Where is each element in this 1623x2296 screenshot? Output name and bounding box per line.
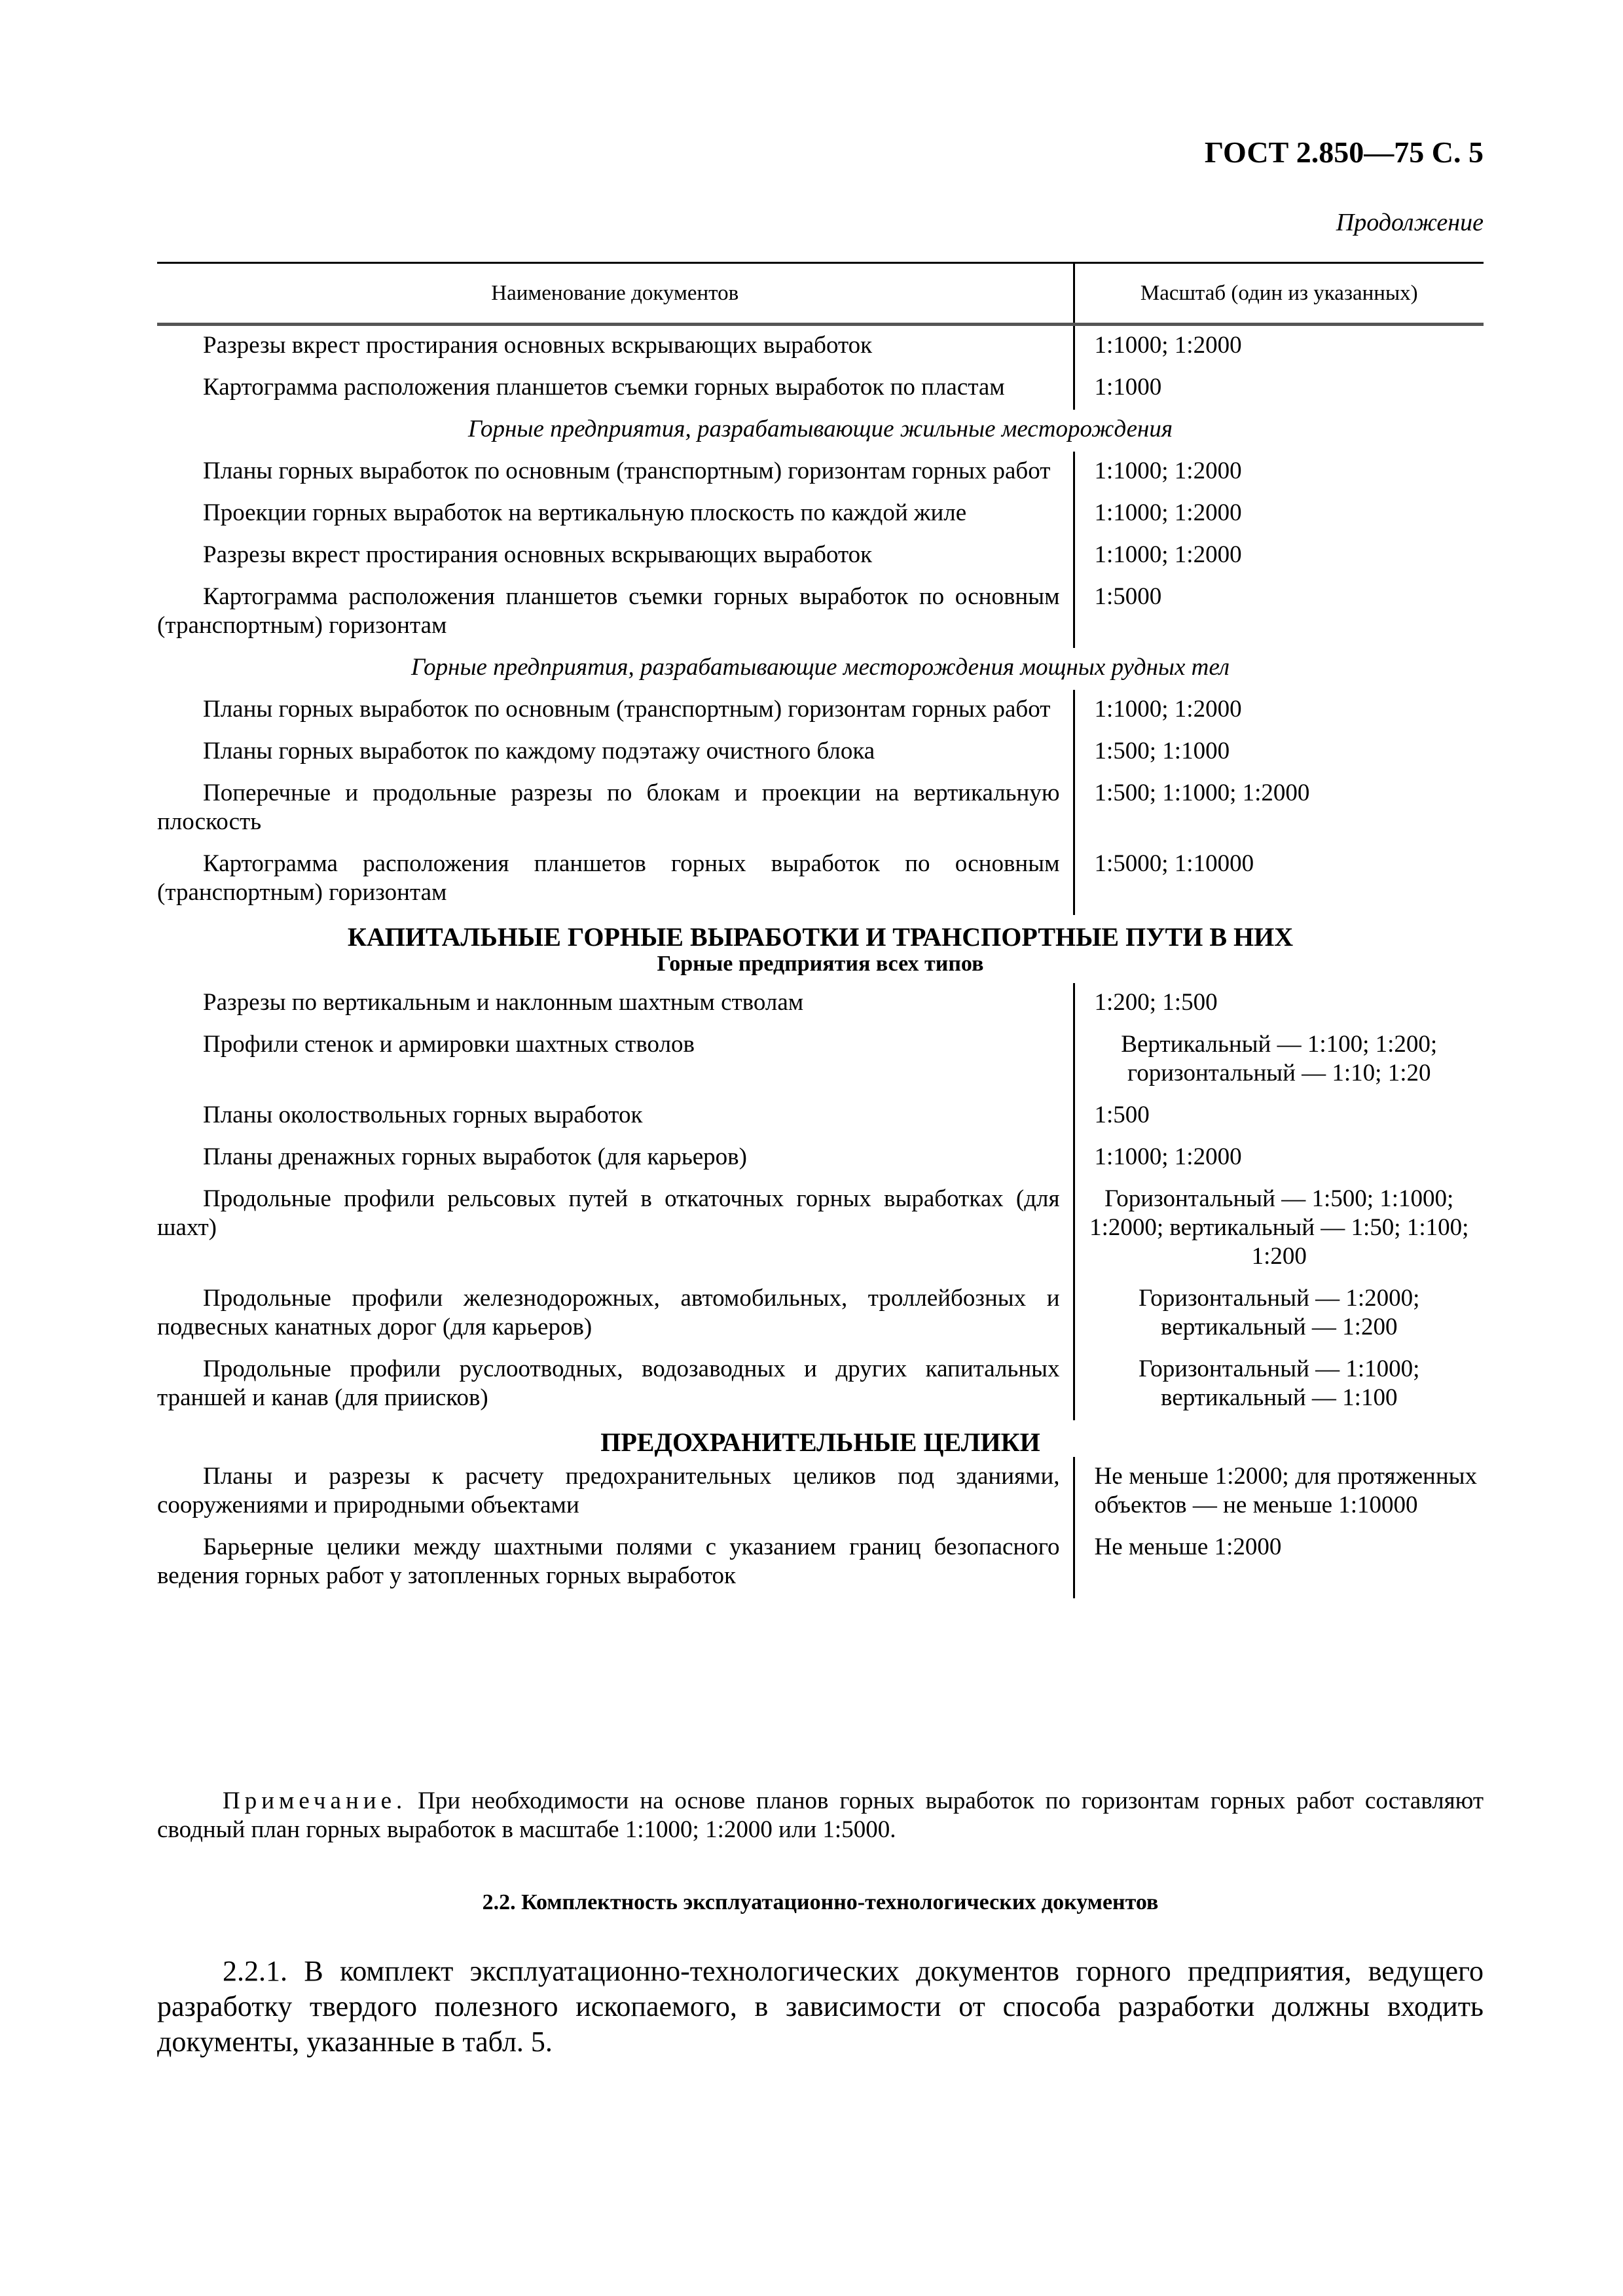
- document-name-cell: Планы и разрезы к расчету предохранительных целиков под зданиями, сооружениями и природными объектами: [157, 1457, 1074, 1528]
- table-row: [157, 1138, 1484, 1179]
- table-section-row: [157, 915, 1484, 952]
- scale-cell: 1:1000; 1:2000: [1094, 457, 1242, 484]
- document-name-cell: Проекции горных выработок на вертикальную плоскость по каждой жиле: [157, 493, 1074, 535]
- page-title: ГОСТ 2.850—75 С. 5: [1204, 135, 1484, 169]
- column-header-scale: Масштаб (один из указанных): [1074, 263, 1484, 325]
- scale-cell: 1:200; 1:500: [1094, 989, 1218, 1016]
- note-text: При необходимости на основе планов горных выработок по горизонтам горных работ составляют сводный план горных выработок в масштабе 1:1000; 1:2000 или 1:5000.: [157, 1787, 1484, 1843]
- table-row: [157, 1457, 1484, 1528]
- table-subheading-row: [157, 648, 1484, 690]
- table-row: [157, 690, 1484, 732]
- document-name-cell: Планы горных выработок по каждому подэтажу очистного блока: [157, 732, 1074, 774]
- document-name-cell: Планы околоствольных горных выработок: [157, 1096, 1074, 1138]
- scale-cell: 1:1000; 1:2000: [1094, 541, 1242, 568]
- table-body: [157, 325, 1484, 1599]
- scale-cell: 1:500: [1094, 1102, 1150, 1128]
- document-name-cell: Барьерные целики между шахтными полями с указанием границ безопасного ведения горных работ у затопленных горных выработок: [157, 1528, 1074, 1598]
- table-row: [157, 535, 1484, 577]
- document-name-cell: Картограмма расположения планшетов съемки горных выработок по пластам: [157, 368, 1074, 410]
- table-row: [157, 983, 1484, 1025]
- scale-cell: 1:500; 1:1000; 1:2000: [1094, 780, 1310, 806]
- table-section-subheading: Горные предприятия всех типов: [657, 952, 984, 976]
- table-row: [157, 1179, 1484, 1279]
- table-row: [157, 368, 1484, 410]
- table-header-row: [157, 263, 1484, 325]
- table-subheading: Горные предприятия, разрабатывающие месторождения мощных рудных тел: [410, 654, 1230, 681]
- section-heading: 2.2. Комплектность эксплуатационно-технологических документов: [482, 1890, 1159, 1914]
- scale-cell: 1:1000; 1:2000: [1094, 332, 1242, 359]
- document-name-cell: Профили стенок и армировки шахтных стволов: [157, 1025, 1074, 1096]
- scale-cell: Горизонтальный — 1:500; 1:1000; 1:2000; вертикальный — 1:50; 1:100; 1:200: [1089, 1185, 1469, 1270]
- note-label: Примечание.: [223, 1787, 407, 1814]
- table-section-row: [157, 1420, 1484, 1457]
- table-row: [157, 1096, 1484, 1138]
- scale-cell: Вертикальный — 1:100; 1:200; горизонтальный — 1:10; 1:20: [1121, 1031, 1438, 1086]
- document-name-cell: Продольные профили рельсовых путей в откаточных горных выработках (для шахт): [157, 1179, 1074, 1279]
- document-name-cell: Картограмма расположения планшетов горных выработок по основным (транспортным) горизонтам: [157, 844, 1074, 915]
- body-paragraph: 2.2.1. В комплект эксплуатационно-технологических документов горного предприятия, ведущего разработку твердого полезного ископаемого, в зависимости от способа разработки должны входить документы, указанные в табл. 5.: [157, 1955, 1484, 2058]
- table-row: [157, 732, 1484, 774]
- document-name-cell: Планы дренажных горных выработок (для карьеров): [157, 1138, 1074, 1179]
- document-name-cell: Разрезы вкрест простирания основных вскрывающих выработок: [157, 535, 1074, 577]
- column-header-name: Наименование документов: [157, 263, 1074, 325]
- document-name-cell: Разрезы по вертикальным и наклонным шахтным стволам: [157, 983, 1074, 1025]
- scale-cell: 1:1000; 1:2000: [1094, 1143, 1242, 1170]
- table-section-heading: КАПИТАЛЬНЫЕ ГОРНЫЕ ВЫРАБОТКИ И ТРАНСПОРТНЫЕ ПУТИ В НИХ: [347, 922, 1294, 952]
- table-section-heading: ПРЕДОХРАНИТЕЛЬНЫЕ ЦЕЛИКИ: [600, 1427, 1040, 1457]
- scale-cell: 1:5000: [1094, 583, 1162, 610]
- scale-cell: Горизонтальный — 1:2000; вертикальный — 1:200: [1139, 1285, 1420, 1340]
- scale-cell: 1:1000; 1:2000: [1094, 499, 1242, 526]
- document-name-cell: Разрезы вкрест простирания основных вскрывающих выработок: [157, 325, 1074, 368]
- table-row: [157, 325, 1484, 368]
- table-row: [157, 577, 1484, 648]
- scale-cell: 1:1000; 1:2000: [1094, 696, 1242, 723]
- document-name-cell: Продольные профили руслоотводных, водозаводных и других капитальных траншей и канав (для приисков): [157, 1350, 1074, 1420]
- documents-table: [157, 262, 1484, 1598]
- table-row: [157, 1279, 1484, 1350]
- document-name-cell: Планы горных выработок по основным (транспортным) горизонтам горных работ: [157, 452, 1074, 493]
- table-row: [157, 1350, 1484, 1420]
- document-name-cell: Планы горных выработок по основным (транспортным) горизонтам горных работ: [157, 690, 1074, 732]
- table-subheading: Горные предприятия, разрабатывающие жильные месторождения: [467, 416, 1173, 442]
- table-row: [157, 844, 1484, 915]
- table-row: [157, 774, 1484, 844]
- document-name-cell: Картограмма расположения планшетов съемки горных выработок по основным (транспортным) горизонтам: [157, 577, 1074, 648]
- scale-cell: Не меньше 1:2000: [1094, 1534, 1282, 1560]
- document-name-cell: Поперечные и продольные разрезы по блокам и проекции на вертикальную плоскость: [157, 774, 1074, 844]
- document-name-cell: Продольные профили железнодорожных, автомобильных, троллейбозных и подвесных канатных дорог (для карьеров): [157, 1279, 1074, 1350]
- table-row: [157, 452, 1484, 493]
- scale-cell: Не меньше 1:2000; для протяженных объектов — не меньше 1:10000: [1094, 1463, 1477, 1518]
- scale-cell: 1:500; 1:1000: [1094, 738, 1230, 764]
- continuation-label: Продолжение: [1336, 209, 1484, 236]
- scale-cell: 1:5000; 1:10000: [1094, 850, 1254, 877]
- scale-cell: Горизонтальный — 1:1000; вертикальный — 1:100: [1139, 1355, 1420, 1411]
- table-row: [157, 493, 1484, 535]
- table-note: [157, 1787, 1484, 1844]
- table-section-subrow: [157, 952, 1484, 983]
- table-subheading-row: [157, 410, 1484, 452]
- table-row: [157, 1025, 1484, 1096]
- scale-cell: 1:1000: [1094, 374, 1162, 401]
- table-row: [157, 1528, 1484, 1598]
